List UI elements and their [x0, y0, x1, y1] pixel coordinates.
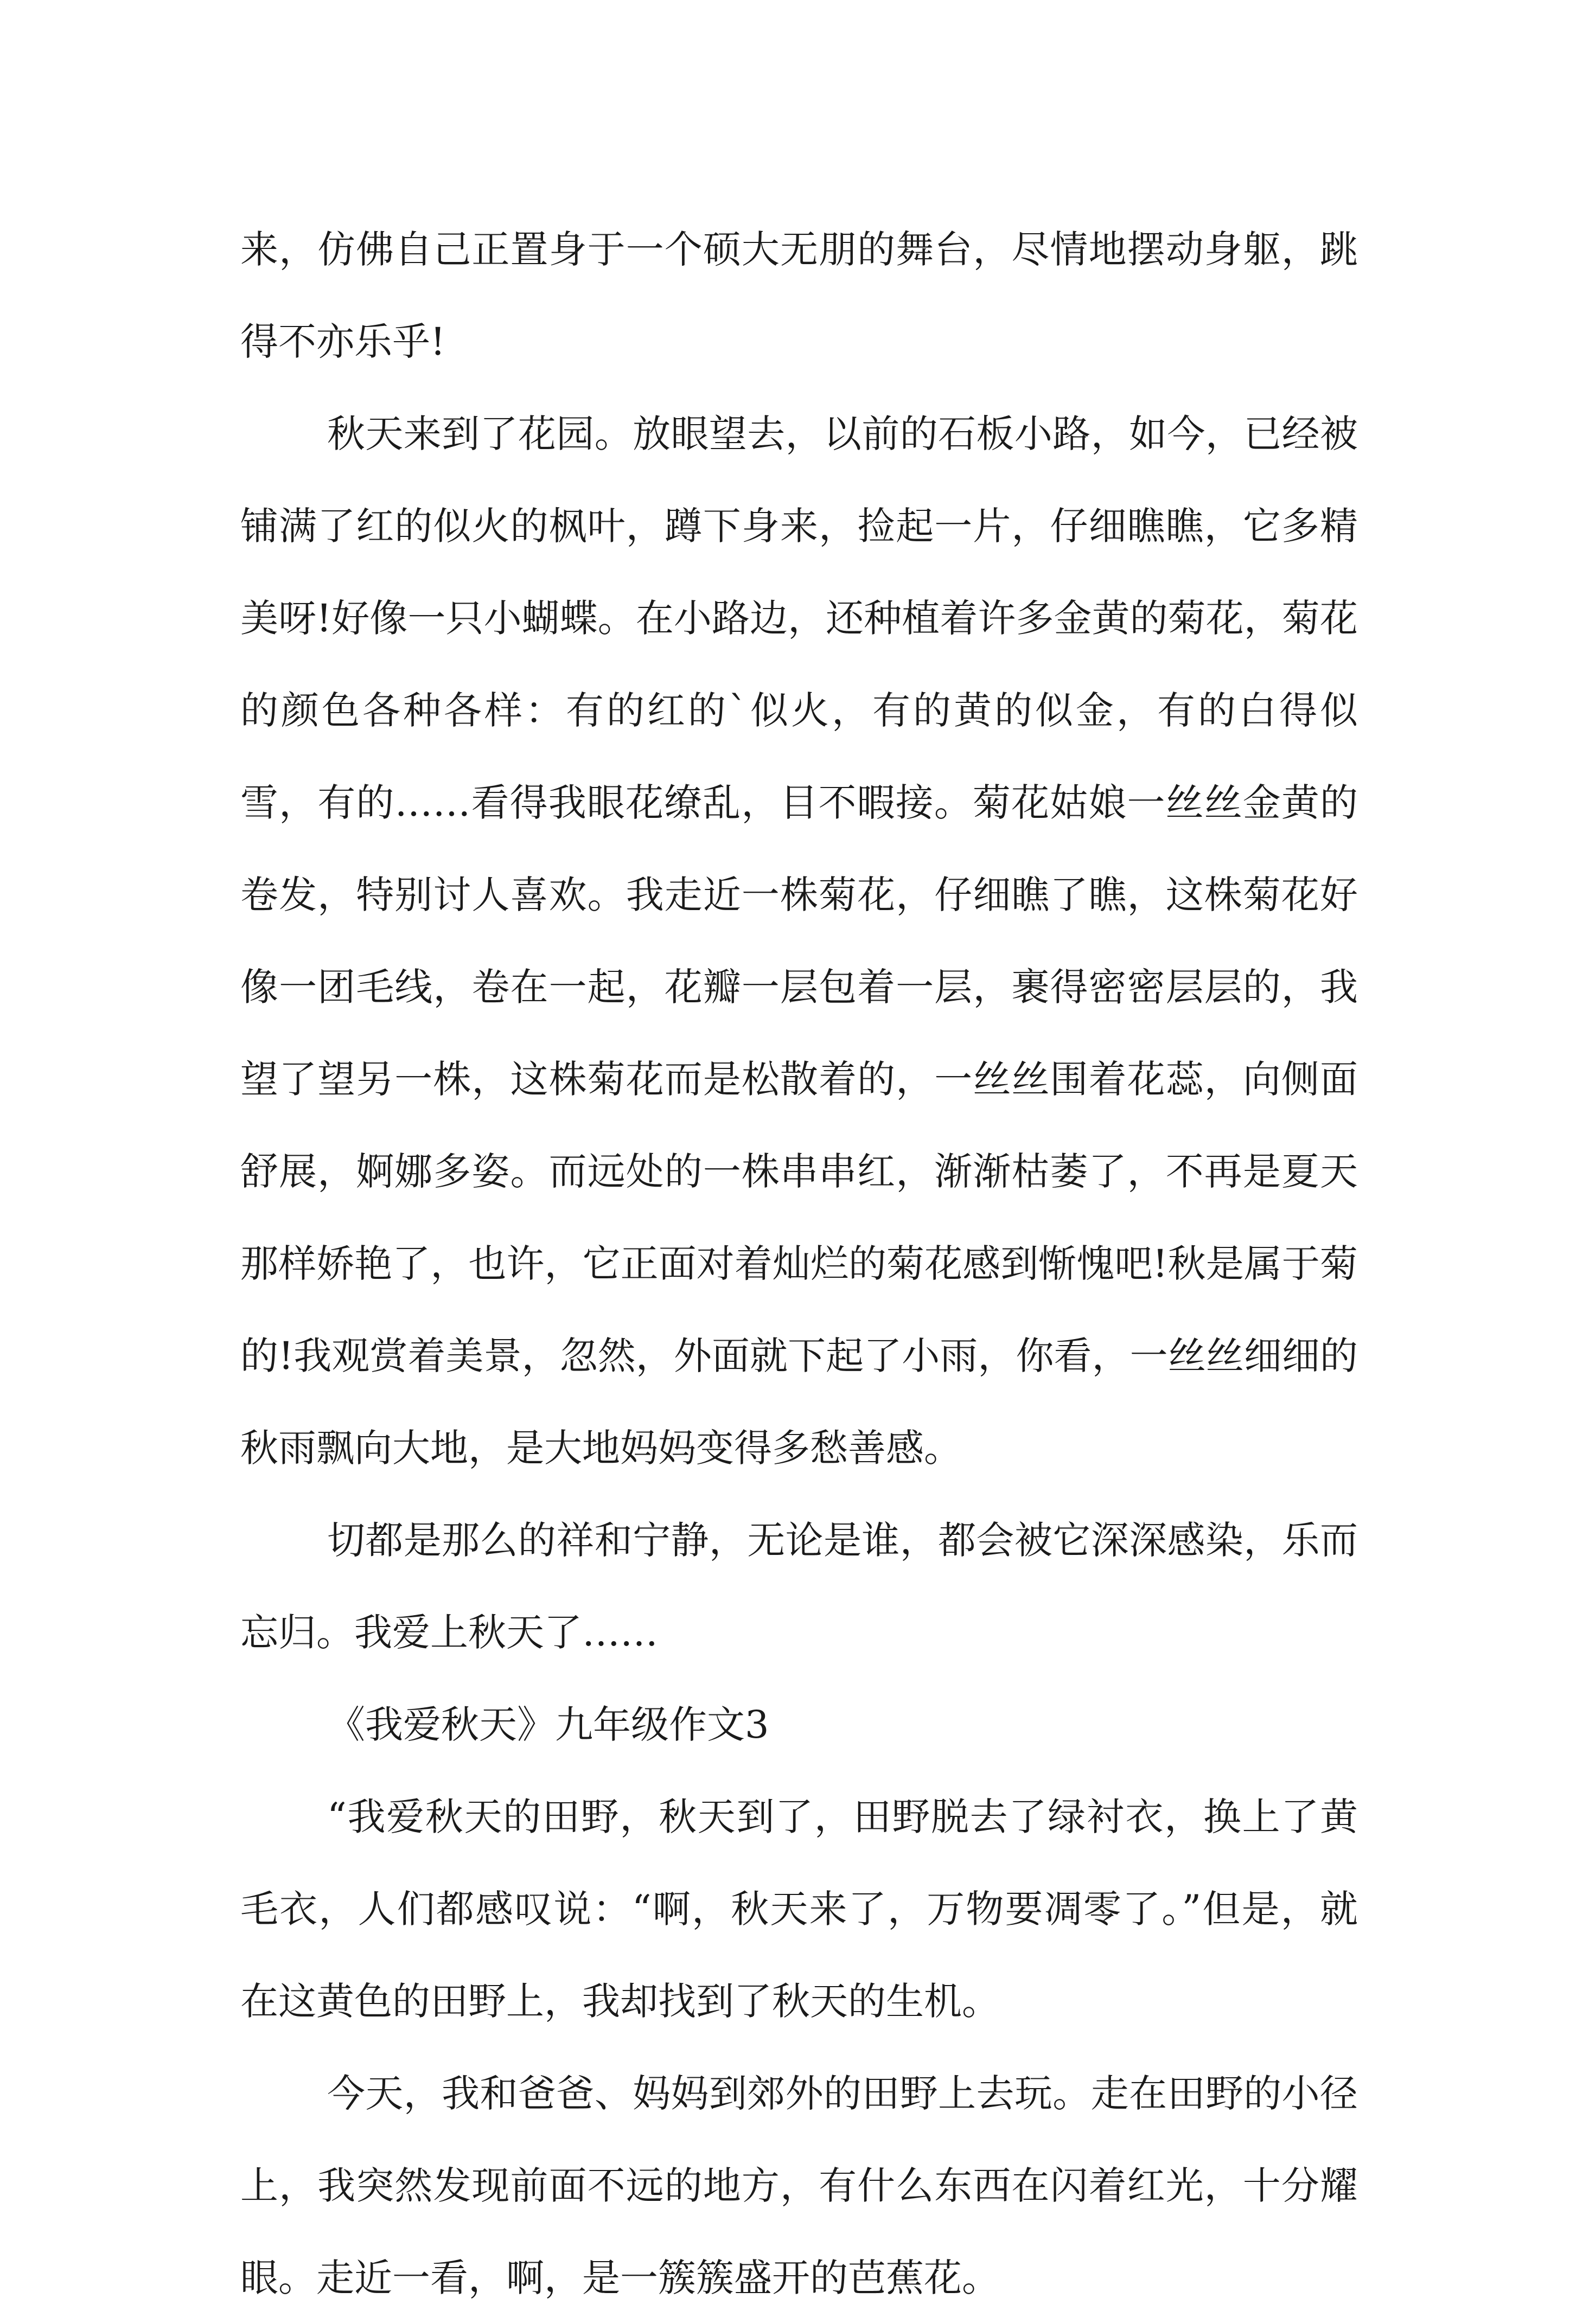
paragraph-fields-walk: 今天，我和爸爸、妈妈到郊外的田野上去玩。走在田野的小径上，我突然发现前面不远的地方，有什么东西在闪着红光，十分耀眼。走近一看，啊，是一簇簇盛开的芭蕉花。	[240, 2071, 1358, 2300]
essay-title: 《我爱秋天》九年级作文3	[327, 1702, 769, 1747]
article-body	[240, 203, 1358, 2324]
paragraph-fields-intro: “我爱秋天的田野，秋天到了，田野脱去了绿衬衣，换上了黄毛衣，人们都感叹说：“啊，秋天来了，万物要凋零了。”但是，就在这黄色的田野上，我却找到了秋天的生机。	[240, 1795, 1358, 2024]
paragraph-continuation: 来，仿佛自己正置身于一个硕大无朋的舞台，尽情地摆动身躯，跳得不亦乐乎!	[240, 227, 1358, 364]
paragraph-garden: 秋天来到了花园。放眼望去，以前的石板小路，如今，已经被铺满了红的似火的枫叶，蹲下身来，捡起一片，仔细瞧瞧，它多精美呀!好像一只小蝴蝶。在小路边，还种植着许多金黄的菊花，菊花的颜色各种各样：有的红的`似火，有的黄的似金，有的白得似雪，有的……看得我眼花缭乱，目不暇接。菊花姑娘一丝丝金黄的卷发，特别讨人喜欢。我走近一株菊花，仔细瞧了瞧，这株菊花好像一团毛线，卷在一起，花瓣一层包着一层，裹得密密层层的，我望了望另一株，这株菊花而是松散着的，一丝丝围着花蕊，向侧面舒展，婀娜多姿。而远处的一株串串红，渐渐枯萎了，不再是夏天那样娇艳了，也许，它正面对着灿烂的菊花感到惭愧吧!秋是属于菊的!我观赏着美景，忽然，外面就下起了小雨，你看，一丝丝细细的秋雨飘向大地，是大地妈妈变得多愁善感。	[240, 412, 1358, 1470]
paragraph-closing: 切都是那么的祥和宁静，无论是谁，都会被它深深感染，乐而忘归。我爱上秋天了……	[240, 1518, 1358, 1655]
